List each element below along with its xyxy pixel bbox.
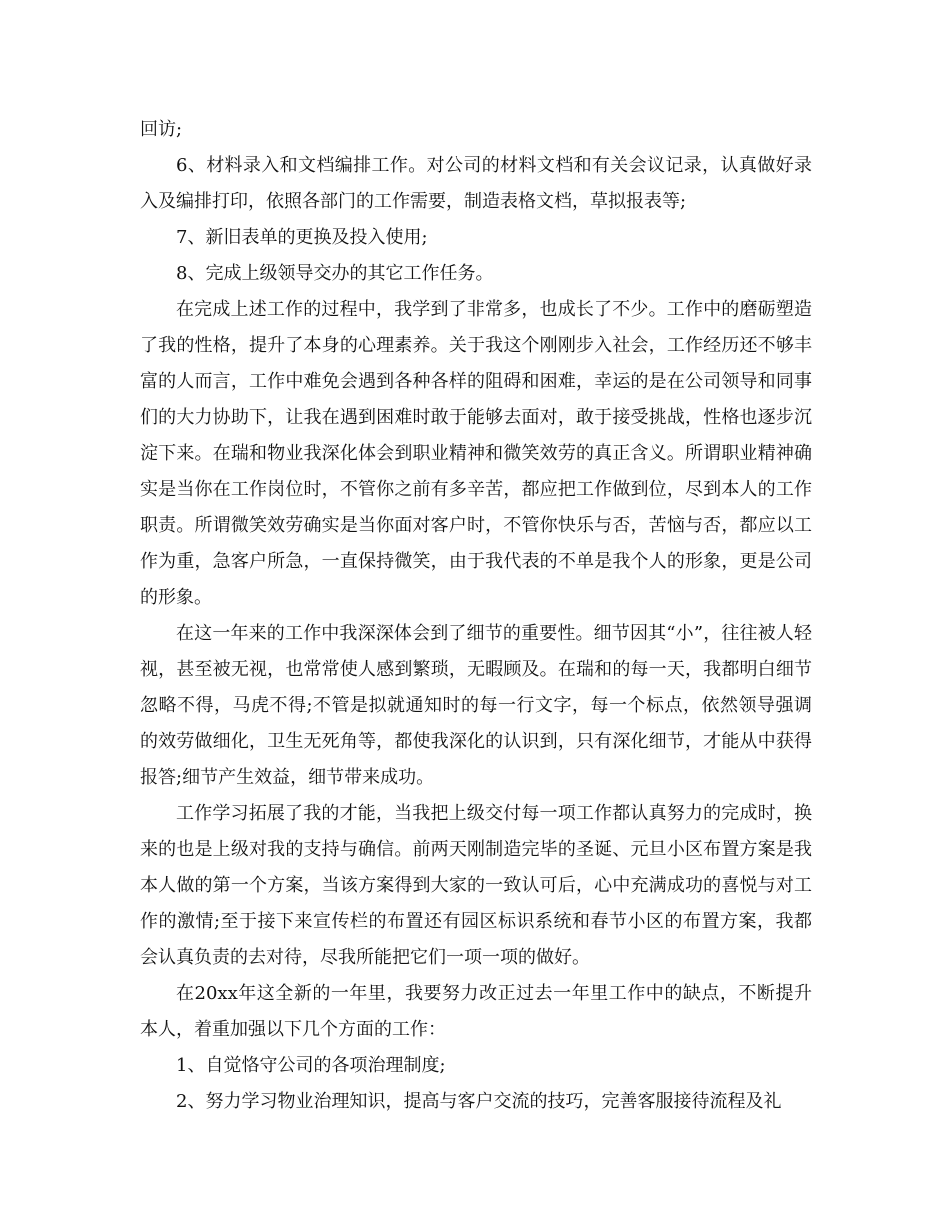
paragraph-item-6: 6、材料录入和文档编排工作。对公司的材料文档和有关会议记录，认真做好录入及编排打印，依照各部门的工作需要，制造表格文档，草拟报表等; <box>140 155 812 212</box>
paragraph-goal-2: 2、努力学习物业治理知识，提高与客户交流的技巧，完善客服接待流程及礼 <box>176 1091 782 1112</box>
paragraph-item-8: 8、完成上级领导交办的其它工作任务。 <box>176 263 494 284</box>
paragraph-continuation: 回访; <box>140 119 183 140</box>
document-body <box>140 112 812 1120</box>
paragraph-learning: 工作学习拓展了我的才能，当我把上级交付每一项工作都认真努力的完成时，换来的也是上级对我的支持与确信。前两天刚制造完毕的圣诞、元旦小区布置方案是我本人做的第一个方案，当该方案得到大家的一致认可后，心中充满成功的喜悦与对工作的激情;至于接下来宣传栏的布置还有园区标识系统和春节小区的布置方案，我都会认真负责的去对待，尽我所能把它们一项一项的做好。 <box>140 803 812 968</box>
paragraph-item-7: 7、新旧表单的更换及投入使用; <box>176 227 428 248</box>
paragraph-new-year: 在20xx年这全新的一年里，我要努力改正过去一年里工作中的缺点，不断提升本人，着重加强以下几个方面的工作： <box>140 983 812 1040</box>
paragraph-details: 在这一年来的工作中我深深体会到了细节的重要性。细节因其“小”，往往被人轻视，甚至被无视，也常常使人感到繁琐，无暇顾及。在瑞和的每一天，我都明白细节忽略不得，马虎不得;不管是拟就通知时的每一行文字，每一个标点，依然领导强调的效劳做细化，卫生无死角等，都使我深化的认识到，只有深化细节，才能从中获得报答;细节产生效益，细节带来成功。 <box>140 623 812 788</box>
paragraph-growth: 在完成上述工作的过程中，我学到了非常多，也成长了不少。工作中的磨砺塑造了我的性格，提升了本身的心理素养。关于我这个刚刚步入社会，工作经历还不够丰富的人而言，工作中难免会遇到各种各样的阻碍和困难，幸运的是在公司领导和同事们的大力协助下，让我在遇到困难时敢于能够去面对，敢于接受挑战，性格也逐步沉淀下来。在瑞和物业我深化体会到职业精神和微笑效劳的真正含义。所谓职业精神确实是当你在工作岗位时，不管你之前有多辛苦，都应把工作做到位，尽到本人的工作职责。所谓微笑效劳确实是当你面对客户时，不管你快乐与否，苦恼与否，都应以工作为重，急客户所急，一直保持微笑，由于我代表的不单是我个人的形象，更是公司的形象。 <box>140 299 812 608</box>
paragraph-goal-1: 1、自觉恪守公司的各项治理制度; <box>176 1055 446 1076</box>
